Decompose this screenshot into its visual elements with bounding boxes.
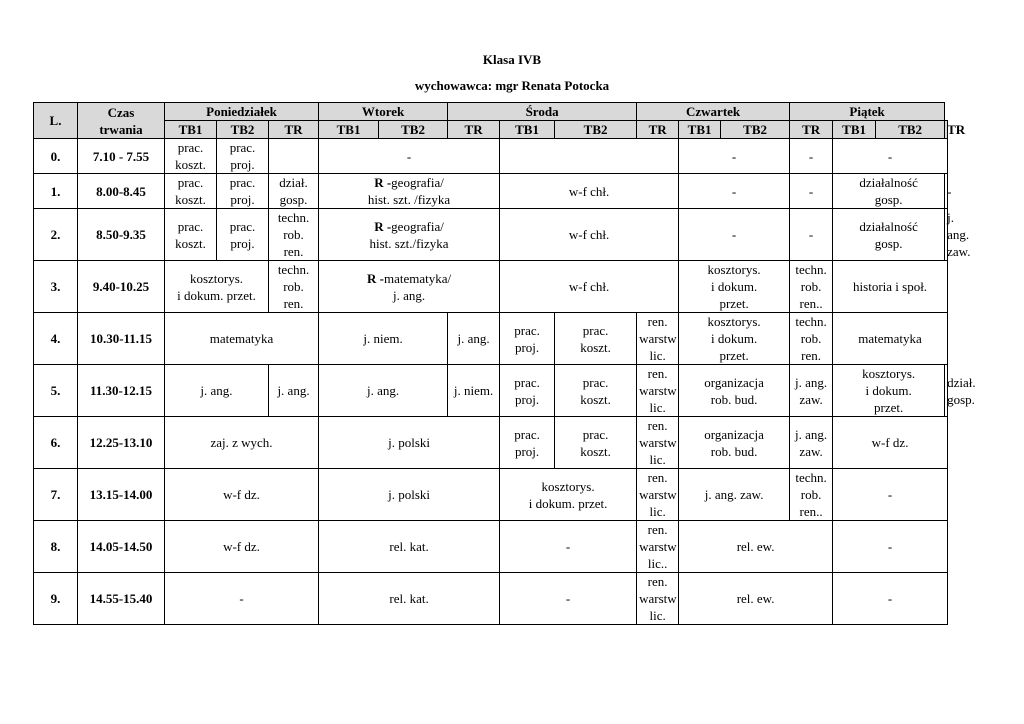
schedule-cell	[269, 261, 319, 313]
cell-line: lic.	[649, 504, 666, 519]
cell-line: techn.	[795, 262, 827, 277]
cell-line: koszt.	[580, 443, 611, 459]
cell-line: j. ang.	[366, 383, 400, 398]
lesson-number: 0.	[34, 139, 78, 174]
schedule-cell	[500, 313, 555, 365]
cell-line: -	[808, 227, 814, 242]
schedule-cell	[679, 261, 790, 313]
cell-line: -	[731, 227, 737, 242]
lesson-time: 9.40-10.25	[78, 261, 165, 313]
header-group-tb1: TB1	[679, 121, 721, 139]
lesson-time: 12.25-13.10	[78, 417, 165, 469]
schedule-cell	[217, 209, 269, 261]
lesson-number: 4.	[34, 313, 78, 365]
cell-line: j. niem.	[453, 383, 494, 398]
cell-line: zaw.	[799, 391, 823, 407]
schedule-cell	[637, 573, 679, 625]
cell-line: rob.	[283, 227, 304, 242]
schedule-cell	[165, 469, 319, 521]
cell-line: koszt.	[175, 157, 206, 172]
schedule-cell	[790, 139, 833, 174]
cell-line: i dokum.	[710, 331, 758, 346]
header-group-tr: TR	[790, 121, 833, 139]
schedule-cell	[790, 209, 833, 261]
cell-line: ren. warstw	[639, 470, 677, 502]
schedule-cell	[448, 313, 500, 365]
schedule-cell: dział. gosp.	[945, 365, 948, 417]
cell-line: -	[887, 539, 893, 554]
cell-line: -	[565, 591, 571, 606]
cell-line: rob. bud.	[710, 391, 758, 407]
header-group-tr: TR	[269, 121, 319, 139]
cell-line: -	[808, 148, 814, 164]
schedule-cell	[269, 209, 319, 261]
cell-line: prac.	[229, 140, 256, 155]
header-group-tb1: TB1	[833, 121, 876, 139]
cell-line: techn.	[277, 262, 310, 277]
schedule-cell	[679, 417, 790, 469]
schedule-cell	[448, 365, 500, 417]
schedule-cell	[833, 313, 948, 365]
schedule-cell	[319, 209, 500, 261]
cell-line: gosp.	[874, 192, 903, 207]
schedule-cell	[637, 417, 679, 469]
header-group-tb2: TB2	[876, 121, 945, 139]
schedule-cell	[165, 313, 319, 365]
lesson-time: 11.30-12.15	[78, 365, 165, 417]
cell-line: dział.	[279, 175, 308, 190]
header-czas: Czas trwania	[78, 103, 165, 139]
cell-line: ren. warstw	[639, 366, 677, 398]
cell-line: i dokum. przet.	[177, 287, 256, 303]
cell-line: rel. kat.	[389, 539, 429, 554]
timetable	[33, 102, 976, 625]
cell-line: -	[808, 183, 814, 199]
cell-line: j. polski	[388, 487, 430, 502]
page-subtitle: wychowawca: mgr Renata Potocka	[414, 78, 610, 93]
cell-line: kosztorys.	[189, 270, 244, 286]
table-row	[34, 365, 948, 417]
cell-line: prac.	[177, 218, 204, 234]
cell-line: prac.	[177, 175, 204, 190]
cell-line: proj.	[514, 391, 540, 407]
schedule-cell	[555, 365, 637, 417]
schedule-cell	[500, 573, 637, 625]
schedule-cell	[833, 469, 948, 521]
header-row-groups	[34, 121, 948, 139]
cell-line: kosztorys.	[541, 478, 595, 494]
table-row	[34, 174, 948, 209]
schedule-cell	[217, 139, 269, 174]
header-group-tb2: TB2	[379, 121, 448, 139]
cell-line: prac.	[229, 218, 256, 234]
schedule-cell	[555, 417, 637, 469]
lesson-number: 2.	[34, 209, 78, 261]
cell-line: ren. warstw	[639, 574, 677, 606]
table-row	[34, 469, 948, 521]
schedule-cell	[790, 174, 833, 209]
schedule-cell	[790, 417, 833, 469]
cell-line: hist. szt. /fizyka	[367, 192, 451, 207]
cell-line: proj.	[230, 157, 255, 172]
lesson-number: 6.	[34, 417, 78, 469]
cell-line: prac.	[229, 175, 256, 190]
table-row	[34, 139, 948, 174]
table-row	[34, 573, 948, 625]
cell-line: historia i społ.	[853, 279, 928, 294]
schedule-cell	[790, 261, 833, 313]
header-day-czwartek: Czwartek	[637, 103, 790, 121]
cell-line: w-f chł.	[568, 279, 610, 294]
schedule-cell	[833, 365, 945, 417]
cell-line: j. ang.	[457, 331, 490, 346]
cell-line: przet.	[719, 348, 749, 363]
cell-line: w-f dz.	[871, 435, 909, 450]
schedule-cell	[679, 209, 790, 261]
cell-line: gosp.	[874, 235, 903, 251]
cell-line: hist. szt./fizyka	[369, 235, 449, 251]
cell-line: lic.	[649, 348, 666, 363]
schedule-cell	[679, 174, 790, 209]
schedule-cell	[319, 365, 448, 417]
table-row	[34, 313, 948, 365]
cell-line: rob. bud.	[710, 443, 758, 459]
cell-line: R -geografia/	[374, 175, 444, 190]
schedule-cell	[500, 261, 679, 313]
schedule-cell	[165, 174, 217, 209]
schedule-cell	[679, 365, 790, 417]
schedule-cell	[165, 139, 217, 174]
schedule-cell	[500, 139, 679, 174]
cell-line: rob. ren.	[800, 331, 822, 363]
cell-line: gosp.	[279, 192, 308, 207]
cell-line: rel. ew.	[736, 591, 775, 606]
schedule-cell	[637, 469, 679, 521]
lesson-number: 3.	[34, 261, 78, 313]
cell-line: techn.	[795, 470, 827, 485]
cell-line: lic..	[647, 556, 668, 571]
cell-line: koszt.	[580, 339, 611, 355]
cell-line: ren.	[283, 296, 304, 311]
schedule-cell	[679, 313, 790, 365]
cell-line: matematyka	[858, 331, 922, 346]
cell-line: i dokum.	[865, 383, 912, 398]
header-group-tb1: TB1	[165, 121, 217, 139]
cell-line: -	[239, 591, 244, 606]
lesson-time: 14.55-15.40	[78, 573, 165, 625]
cell-line: i dokum. przet.	[528, 495, 608, 511]
cell-line: działalność	[859, 218, 918, 234]
schedule-cell	[500, 365, 555, 417]
header-group-tb2: TB2	[555, 121, 637, 139]
cell-line: lic.	[649, 400, 666, 415]
page-title: Klasa IVB	[482, 52, 542, 67]
schedule-cell	[500, 469, 637, 521]
cell-line: R -matematyka/	[366, 270, 452, 286]
cell-line: j. ang.	[795, 426, 828, 442]
cell-line: R -geografia/	[374, 218, 444, 234]
schedule-cell	[833, 261, 948, 313]
cell-line: zaw.	[799, 443, 823, 459]
schedule-cell	[555, 313, 637, 365]
header-group-tb1: TB1	[319, 121, 379, 139]
schedule-cell	[790, 469, 833, 521]
lesson-number: 8.	[34, 521, 78, 573]
schedule-cell	[165, 521, 319, 573]
schedule-cell	[269, 174, 319, 209]
cell-line: kosztorys.	[707, 262, 761, 277]
cell-line: prac.	[514, 374, 540, 390]
cell-line: -	[731, 183, 737, 199]
cell-line: prac.	[582, 322, 609, 338]
cell-line: -	[731, 148, 737, 164]
schedule-cell: j. ang. zaw.	[945, 209, 948, 261]
header-day-poniedzialek: Poniedziałek	[165, 103, 319, 121]
schedule-cell	[269, 365, 319, 417]
cell-line: techn.	[277, 210, 310, 225]
cell-line: zaj. z wych.	[210, 435, 273, 450]
cell-line: -	[887, 591, 893, 606]
cell-line: rob.	[283, 279, 304, 294]
schedule-cell	[319, 469, 500, 521]
table-row	[34, 209, 948, 261]
lesson-time: 8.50-9.35	[78, 209, 165, 261]
lesson-number: 9.	[34, 573, 78, 625]
schedule-cell	[679, 573, 833, 625]
header-group-tr: TR	[448, 121, 500, 139]
schedule-cell	[165, 365, 269, 417]
schedule-cell	[165, 573, 319, 625]
cell-line: j. ang.	[277, 383, 310, 398]
schedule-cell	[319, 417, 500, 469]
schedule-cell	[165, 209, 217, 261]
schedule-cell: -	[945, 174, 948, 209]
lesson-number: 5.	[34, 365, 78, 417]
schedule-cell	[833, 417, 948, 469]
cell-line: w-f dz.	[223, 487, 260, 502]
cell-line: koszt.	[580, 391, 611, 407]
schedule-cell	[790, 313, 833, 365]
schedule-cell	[637, 521, 679, 573]
schedule-cell	[319, 139, 500, 174]
header-group-tb2: TB2	[217, 121, 269, 139]
cell-line: lic.	[649, 452, 666, 467]
cell-line: ren. warstw	[639, 314, 677, 346]
lesson-time: 8.00-8.45	[78, 174, 165, 209]
header-day-sroda: Środa	[448, 103, 637, 121]
cell-line: -	[887, 148, 893, 164]
schedule-cell	[833, 573, 948, 625]
schedule-cell	[165, 417, 319, 469]
cell-line: j. ang.	[795, 374, 828, 390]
cell-line: kosztorys.	[862, 366, 916, 381]
cell-line: proj.	[514, 443, 540, 459]
cell-line: proj.	[230, 192, 255, 207]
cell-line: organizacja	[704, 426, 764, 442]
cell-line: rel. ew.	[736, 539, 775, 554]
schedule-cell	[500, 417, 555, 469]
header-day-piatek: Piątek	[790, 103, 945, 121]
cell-line: przet.	[873, 400, 904, 415]
cell-line: -	[887, 487, 893, 502]
cell-line: prac.	[177, 140, 204, 155]
schedule-cell	[500, 521, 637, 573]
cell-line: j. ang.	[392, 287, 426, 303]
cell-line: rel. kat.	[389, 591, 429, 606]
cell-line: j. polski	[388, 435, 430, 450]
cell-line: i dokum.	[710, 279, 758, 294]
schedule-cell	[833, 174, 945, 209]
schedule-cell	[319, 313, 448, 365]
cell-line: ren. warstw	[639, 418, 677, 450]
cell-line: ren.	[283, 244, 304, 259]
lesson-time: 13.15-14.00	[78, 469, 165, 521]
lesson-time: 7.10 - 7.55	[78, 139, 165, 174]
cell-line: -	[406, 148, 412, 164]
schedule-cell	[679, 469, 790, 521]
schedule-cell	[269, 139, 319, 174]
header-day-wtorek: Wtorek	[319, 103, 448, 121]
cell-line: działalność	[859, 175, 918, 190]
schedule-cell	[679, 521, 833, 573]
header-lp: L.	[34, 103, 78, 139]
cell-line: ren. warstw	[639, 522, 677, 554]
schedule-cell	[833, 521, 948, 573]
cell-line: w-f dz.	[223, 539, 260, 554]
cell-line: prac.	[514, 322, 540, 338]
cell-line: koszt.	[175, 235, 206, 251]
table-row	[34, 417, 948, 469]
header-group-tb2: TB2	[721, 121, 790, 139]
cell-line: matematyka	[209, 331, 274, 346]
cell-line: rob. ren..	[799, 487, 823, 519]
schedule-cell	[319, 521, 500, 573]
cell-line: kosztorys.	[707, 314, 761, 329]
header-group-tr: TR	[637, 121, 679, 139]
cell-line: prac.	[582, 426, 609, 442]
cell-line: organizacja	[704, 374, 764, 390]
header-group-tr: TR	[945, 121, 948, 139]
lesson-time: 10.30-11.15	[78, 313, 165, 365]
cell-line: j. ang.	[200, 383, 233, 398]
schedule-cell	[165, 261, 269, 313]
cell-line: j. ang. zaw.	[704, 487, 764, 502]
schedule-cell	[833, 209, 945, 261]
schedule-cell	[500, 174, 679, 209]
schedule-cell	[637, 365, 679, 417]
schedule-cell	[790, 365, 833, 417]
cell-line: rob. ren..	[799, 279, 823, 311]
schedule-cell	[500, 209, 679, 261]
cell-line: prac.	[582, 374, 609, 390]
cell-line: proj.	[514, 339, 540, 355]
cell-line: prac.	[514, 426, 540, 442]
table-row	[34, 261, 948, 313]
schedule-cell	[679, 139, 790, 174]
cell-line: w-f chł.	[568, 227, 610, 242]
schedule-cell	[833, 139, 948, 174]
cell-line: lic.	[649, 608, 666, 623]
schedule-cell	[217, 174, 269, 209]
header-row-days	[34, 103, 948, 121]
cell-line: techn.	[795, 314, 827, 329]
lesson-number: 1.	[34, 174, 78, 209]
schedule-cell	[319, 174, 500, 209]
schedule-cell	[319, 261, 500, 313]
table-row	[34, 521, 948, 573]
cell-line: koszt.	[175, 192, 206, 207]
cell-line: -	[565, 539, 571, 554]
cell-line: przet.	[719, 296, 749, 311]
cell-line: j. niem.	[363, 331, 403, 346]
schedule-cell	[319, 573, 500, 625]
cell-line: proj.	[230, 235, 255, 251]
lesson-time: 14.05-14.50	[78, 521, 165, 573]
lesson-number: 7.	[34, 469, 78, 521]
schedule-cell	[637, 313, 679, 365]
cell-line: w-f chł.	[568, 183, 610, 199]
header-group-tb1: TB1	[500, 121, 555, 139]
